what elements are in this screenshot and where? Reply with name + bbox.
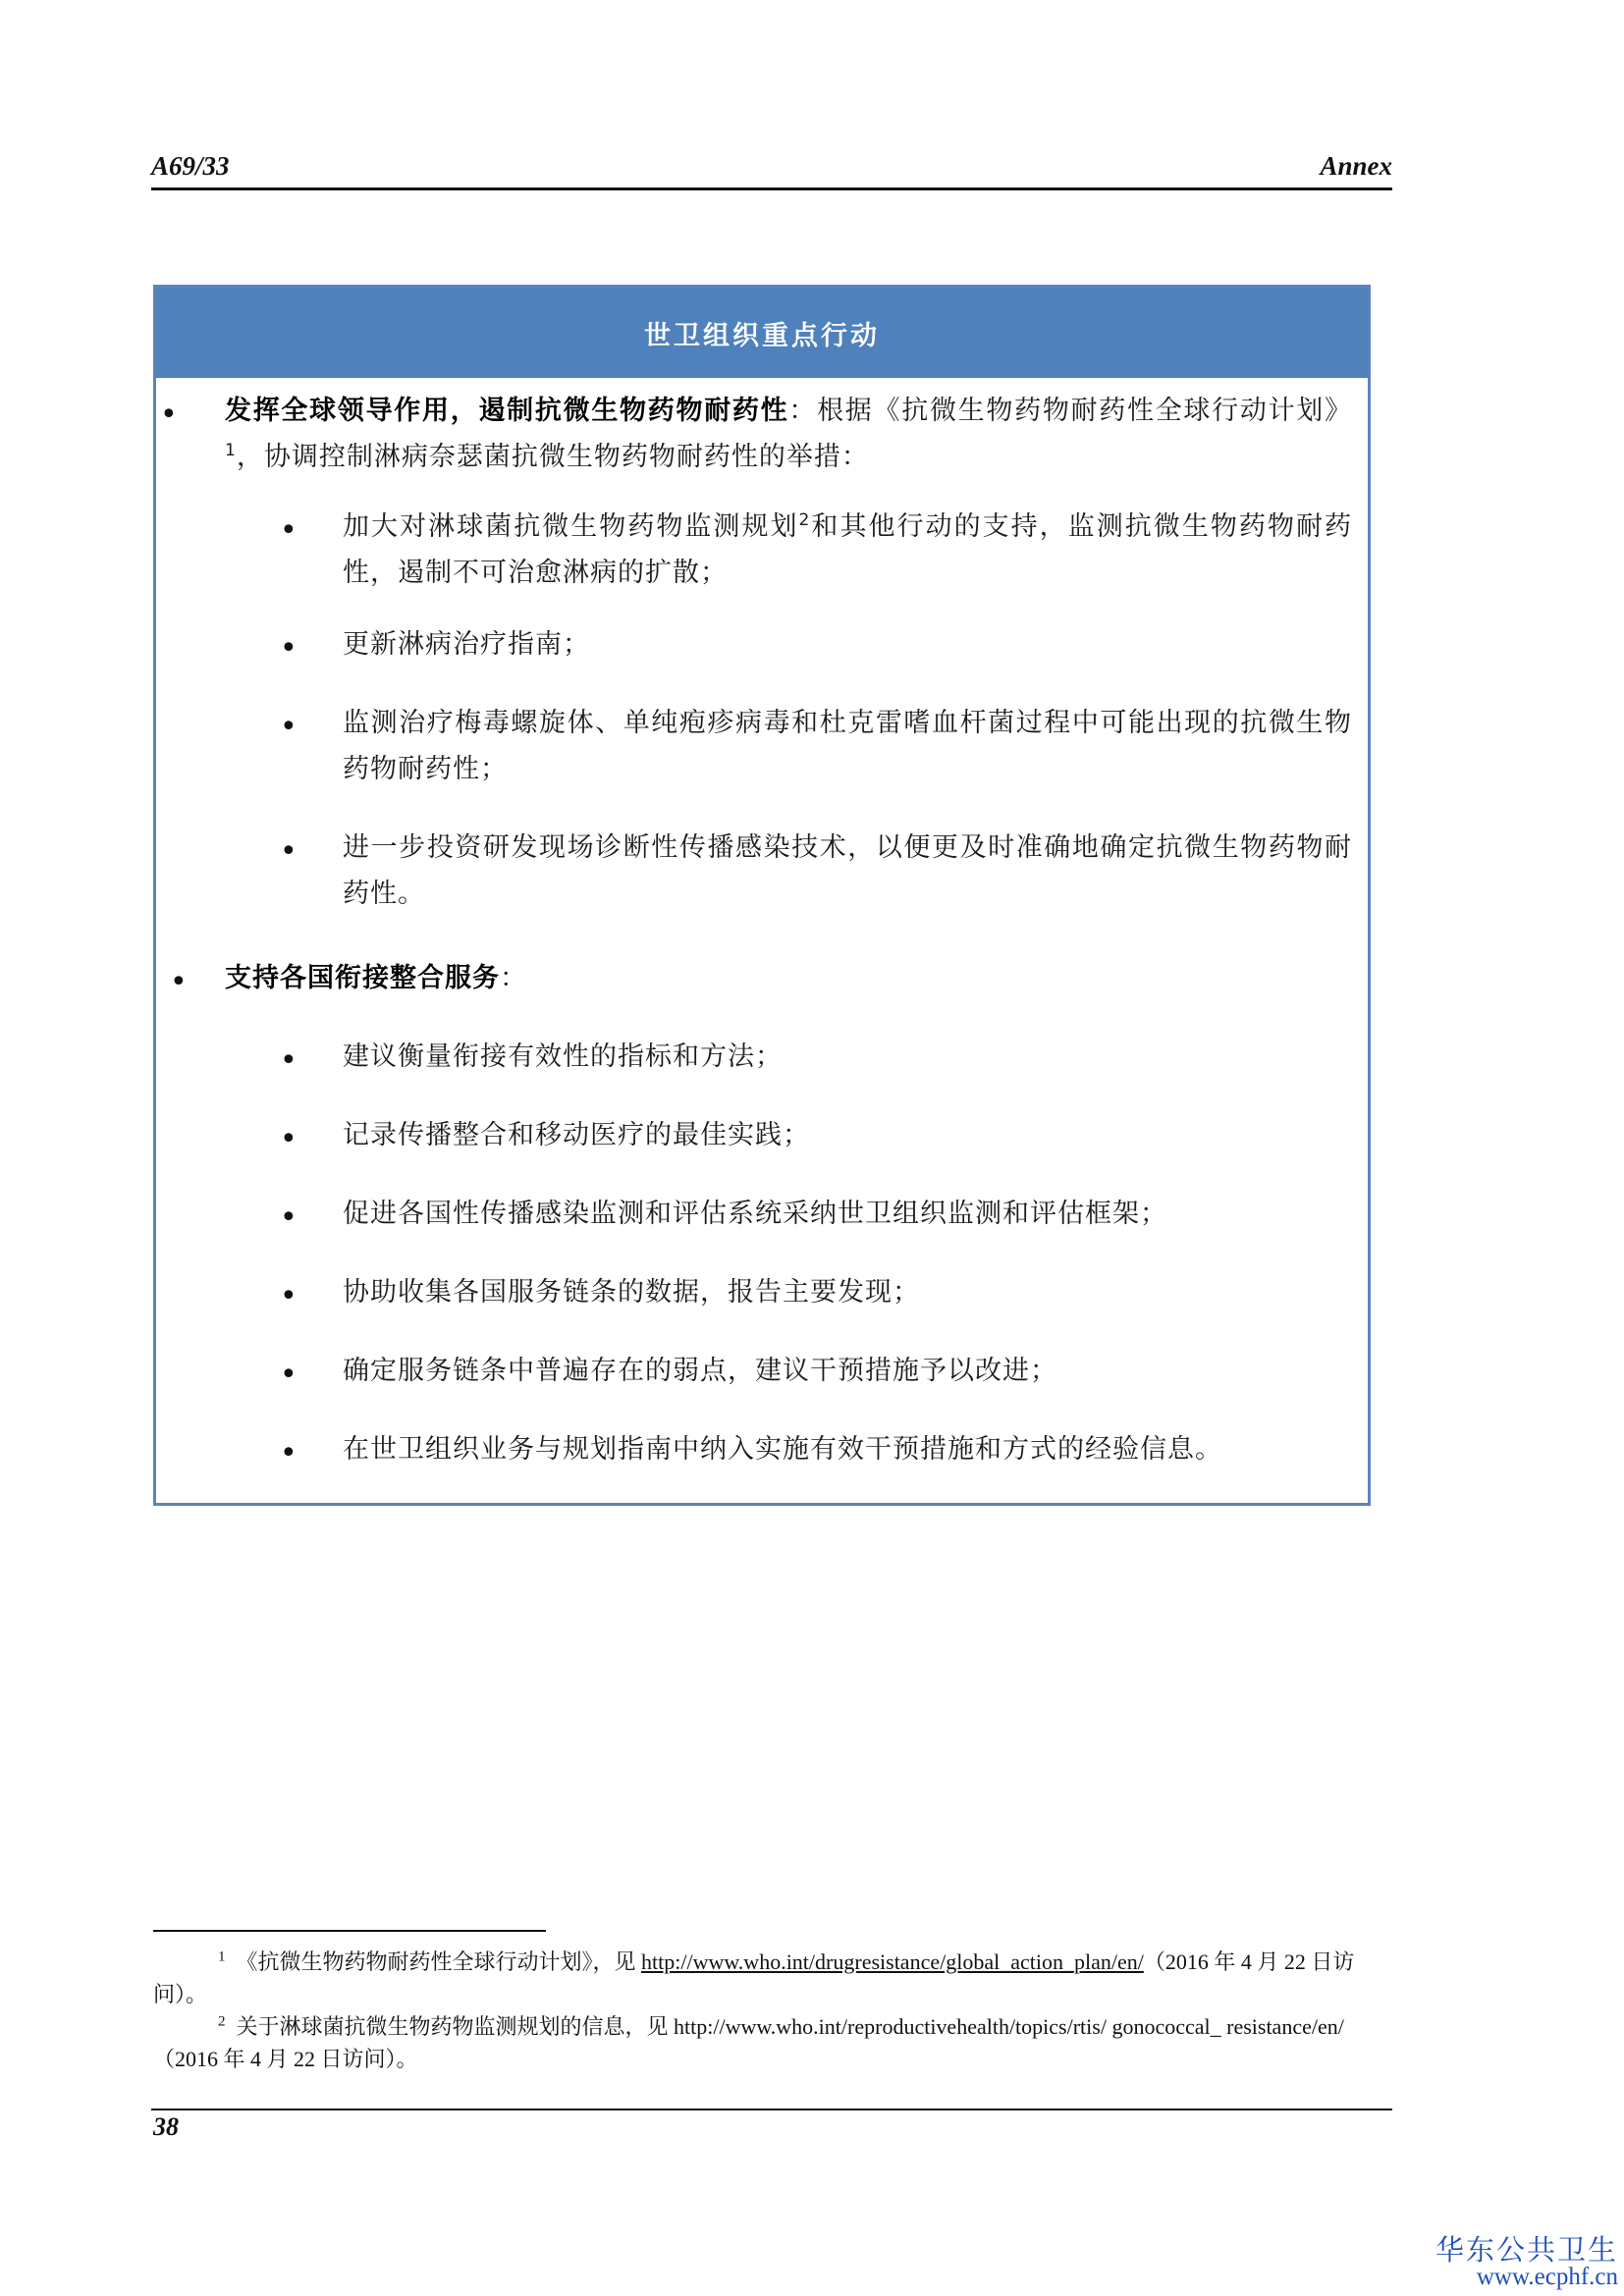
bullet-icon: • xyxy=(160,398,178,432)
list-item: 确定服务链条中普遍存在的弱点，建议干预措施予以改进； xyxy=(343,1356,1057,1386)
bullet-icon: • xyxy=(280,1122,298,1156)
footnote-text: 关于淋球菌抗微生物药物监测规划的信息，见 http://www.who.int/reproductivehealth/topics/rtis/ gonococcal_ resistance/en/（2016 年 4 月 22 日访问）。 xyxy=(153,2014,1344,2071)
footnote-text: 《抗微生物药物耐药性全球行动计划》，见 xyxy=(236,1949,642,1974)
list-item-text: 和其他行动的支持，监测抗微生物药物耐药性，遏制不可治愈淋病的扩散； xyxy=(343,511,1353,588)
section-lead xyxy=(225,388,1352,480)
bullet-icon: • xyxy=(280,1043,298,1078)
box-title: 世卫组织重点行动 xyxy=(156,288,1368,378)
section-label: Annex xyxy=(1320,151,1392,181)
page-number: 38 xyxy=(153,2112,179,2141)
list-item: 建议衡量衔接有效性的指标和方法； xyxy=(343,1041,783,1072)
section-lead-text: ，协调控制淋病奈瑟菌抗微生物药物耐药性的举措： xyxy=(236,442,869,472)
footnote-ref[interactable]: 1 xyxy=(225,441,237,460)
list-item-text: 加大对淋球菌抗微生物药物监测规划 xyxy=(343,511,799,542)
list-item: 促进各国性传播感染监测和评估系统采纳世卫组织监测和评估框架； xyxy=(343,1199,1167,1229)
section-lead-bold: 发挥全球领导作用，遏制抗微生物药物耐药性 xyxy=(225,396,789,426)
header-rule xyxy=(151,187,1392,190)
watermark-text: 华东公共卫生 xyxy=(1435,2233,1618,2267)
footnote-number: 2 xyxy=(218,2013,226,2030)
bullet-icon: • xyxy=(280,1436,298,1470)
section-lead-text: ：根据《抗微生物药物耐药性全球行动计划》 xyxy=(788,396,1352,426)
bullet-icon: • xyxy=(280,710,298,744)
list-item xyxy=(343,504,1352,596)
list-item: 记录传播整合和移动医疗的最佳实践； xyxy=(343,1120,810,1150)
list-item: 进一步投资研发现场诊断性传播感染技术，以便更及时准确地确定抗微生物药物耐药性。 xyxy=(343,832,1352,909)
footnote-link[interactable]: http://www.who.int/drugresistance/global_action_plan/en/ xyxy=(641,1949,1144,1974)
section-lead-text: ： xyxy=(500,963,527,993)
list-item: 协助收集各国服务链条的数据，报告主要发现； xyxy=(343,1277,920,1308)
bullet-icon: • xyxy=(280,631,298,666)
footnote-ref[interactable]: 2 xyxy=(798,510,811,530)
watermark-url: www.ecphf.cn xyxy=(1476,2264,1618,2290)
list-item: 在世卫组织业务与规划指南中纳入实施有效干预措施和方式的经验信息。 xyxy=(343,1434,1222,1465)
bullet-icon: • xyxy=(280,834,298,869)
footnote xyxy=(153,1946,1392,2010)
list-item: 监测治疗梅毒螺旋体、单纯疱疹病毒和杜克雷嗜血杆菌过程中可能出现的抗微生物药物耐药性； xyxy=(343,708,1352,784)
footnote xyxy=(153,2010,1392,2075)
bullet-icon: • xyxy=(280,1358,298,1392)
priority-actions-box xyxy=(153,285,1371,1506)
bullet-icon: • xyxy=(280,1201,298,1235)
footnote-text: （2016 年 4 月 22 日访问）。 xyxy=(153,1949,1355,2006)
list-item: 更新淋病治疗指南； xyxy=(343,629,590,660)
footer-rule xyxy=(151,2109,1392,2110)
bullet-icon: • xyxy=(170,965,188,999)
bullet-icon: • xyxy=(280,1279,298,1313)
footnote-number: 1 xyxy=(218,1949,226,1965)
bullet-icon: • xyxy=(280,513,298,548)
document-code: A69/33 xyxy=(151,151,230,181)
section-lead xyxy=(225,955,1352,1001)
section-lead-bold: 支持各国衔接整合服务 xyxy=(225,963,500,993)
footnote-rule xyxy=(153,1930,546,1932)
